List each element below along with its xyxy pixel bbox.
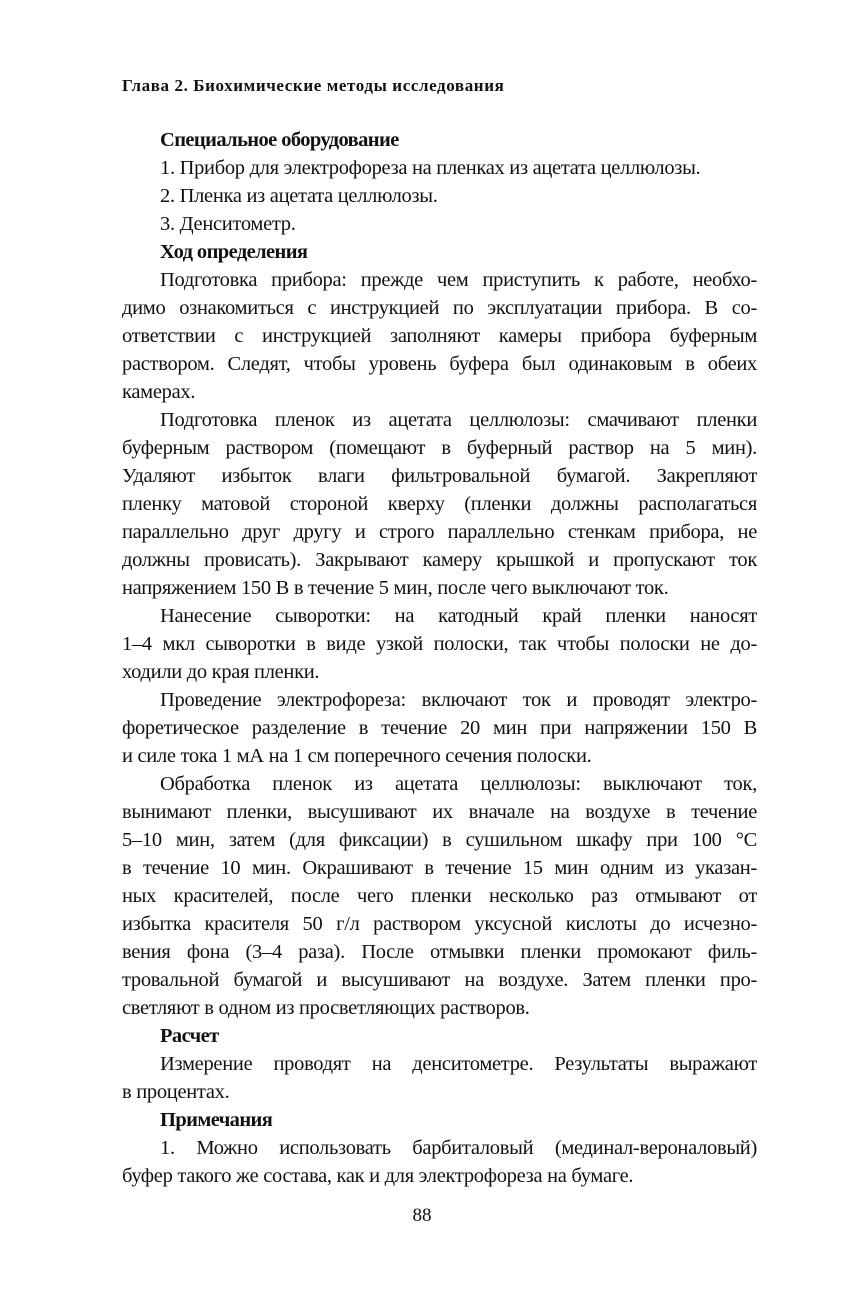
page-body — [122, 126, 757, 1190]
text-line: напряжением 150 В в течение 5 мин, после чего выключают ток. — [122, 577, 669, 599]
section-heading: Ход определения — [160, 241, 308, 263]
paragraph — [122, 266, 757, 406]
text-line: Обработка пленок из ацетата целлюлозы: выключают ток, — [160, 773, 757, 795]
paragraph — [122, 182, 757, 210]
text-line: димо ознакомиться с инструкцией по эксплуатации прибора. В со- — [122, 297, 757, 319]
text-line: параллельно друг другу и строго параллельно стенкам прибора, не — [122, 521, 757, 543]
text-line: вынимают пленки, высушивают их вначале на воздухе в течение — [122, 801, 757, 823]
text-line: 1. Можно использовать барбиталовый (мединал-вероналовый) — [160, 1137, 757, 1159]
text-line: буфер такого же состава, как и для электрофореза на бумаге. — [122, 1165, 634, 1187]
paragraph — [122, 1050, 757, 1106]
text-line: Проведение электрофореза: включают ток и проводят электро- — [160, 689, 757, 711]
text-line: в процентах. — [122, 1081, 230, 1103]
text-line: 5–10 мин, затем (для фиксации) в сушильном шкафу при 100 °С — [122, 829, 757, 851]
text-line: в течение 10 мин. Окрашивают в течение 15 мин одним из указан- — [122, 857, 757, 879]
paragraph — [122, 210, 757, 238]
text-line: тровальной бумагой и высушивают на воздухе. Затем пленки про- — [122, 969, 757, 991]
paragraph — [122, 686, 757, 770]
text-line: Подготовка пленок из ацетата целлюлозы: смачивают пленки — [160, 409, 757, 431]
text-line: избытка красителя 50 г/л раствором уксусной кислоты до исчезно- — [122, 913, 757, 935]
text-line: и силе тока 1 мА на 1 см поперечного сечения полоски. — [122, 745, 592, 767]
paragraph — [122, 1134, 757, 1190]
paragraph — [122, 406, 757, 602]
text-line: 1–4 мкл сыворотки в виде узкой полоски, так чтобы полоски не до- — [122, 633, 757, 655]
text-line: пленку матовой стороной кверху (пленки должны располагаться — [122, 493, 757, 515]
paragraph — [122, 154, 757, 182]
text-line: 1. Прибор для электрофореза на пленках из ацетата целлюлозы. — [160, 157, 701, 179]
text-line: форетическое разделение в течение 20 мин при напряжении 150 В — [122, 717, 757, 739]
paragraph — [122, 602, 757, 686]
text-line: ных красителей, после чего пленки несколько раз отмывают от — [122, 885, 757, 907]
text-line: вения фона (3–4 раза). После отмывки пленки промокают филь- — [122, 941, 757, 963]
text-line: должны провисать). Закрывают камеру крышкой и пропускают ток — [122, 549, 757, 571]
text-line: 3. Денситометр. — [160, 213, 296, 235]
text-line: 2. Пленка из ацетата целлюлозы. — [160, 185, 438, 207]
section-heading: Расчет — [160, 1025, 219, 1047]
text-line: Удаляют избыток влаги фильтровальной бумагой. Закрепляют — [122, 465, 757, 487]
text-line: камерах. — [122, 381, 196, 403]
text-line: Измерение проводят на денситометре. Результаты выражают — [160, 1053, 757, 1075]
page-number: 88 — [412, 1205, 432, 1226]
text-line: Нанесение сыворотки: на катодный край пленки наносят — [160, 605, 757, 627]
text-line: ходили до края пленки. — [122, 661, 320, 683]
text-line: буферным раствором (помещают в буферный раствор на 5 мин). — [122, 437, 757, 459]
text-line: Подготовка прибора: прежде чем приступить к работе, необхо- — [160, 269, 757, 291]
chapter-header: Глава 2. Биохимические методы исследования — [122, 76, 505, 95]
text-line: ответствии с инструкцией заполняют камеры прибора буферным — [122, 325, 757, 347]
section-heading: Специальное оборудование — [160, 129, 399, 151]
text-line: светляют в одном из просветляющих растворов. — [122, 997, 530, 1019]
section-heading: Примечания — [160, 1109, 273, 1131]
text-line: раствором. Следят, чтобы уровень буфера был одинаковым в обеих — [122, 353, 757, 375]
paragraph — [122, 770, 757, 1022]
